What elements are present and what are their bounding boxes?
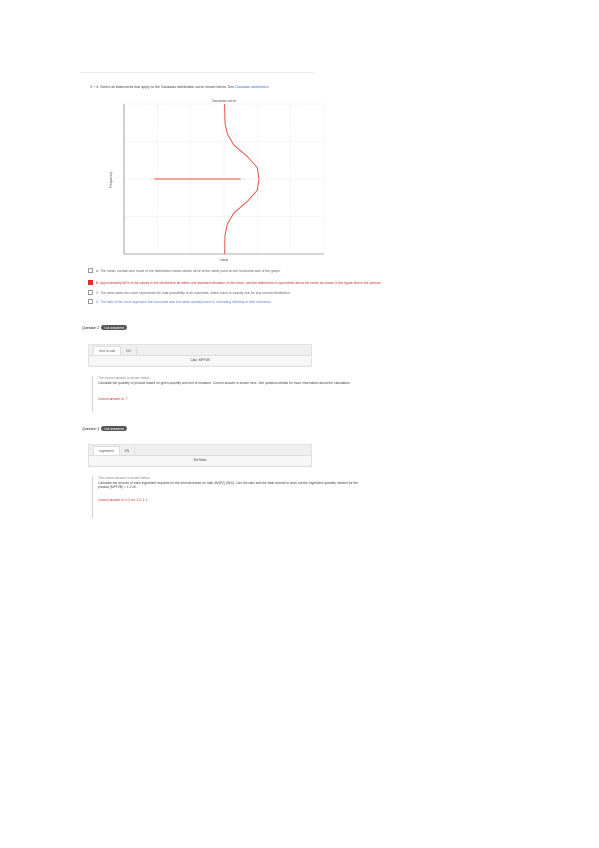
- question-2-label: [82, 325, 127, 330]
- question-2-feedback-body: Calculate the quantity of product based on given quantity and unit of measure. Correct answer is shown here. See question details for more information about the calculation.: [98, 380, 351, 385]
- question-1-prompt: 3 + 4. Select all statements that apply to the Gaussian distribution curve shown below. See: [90, 85, 235, 89]
- question-3-tab-panel: [88, 444, 312, 467]
- question-2-tab-panel: [88, 344, 312, 367]
- answer-option-c[interactable]: [88, 290, 291, 295]
- arrow-annotation-1: →: [241, 177, 246, 182]
- question-1-text: [90, 85, 310, 89]
- question-2-title: Question 2: [82, 325, 100, 330]
- answer-b-checkbox[interactable]: [88, 280, 93, 285]
- answer-d-checkbox[interactable]: [88, 299, 93, 304]
- arrow-annotation-0: ←: [149, 177, 153, 182]
- answer-option-a[interactable]: [88, 268, 281, 273]
- answer-d-text: D. The tails of the curve approach the horizontal axis but never actually touch it, extending infinitely in both directions.: [96, 299, 272, 304]
- y-axis-label: Frequency: [109, 171, 113, 189]
- question-2-tab-content: Calc: MPF2B: [89, 355, 311, 365]
- question-3-correct-answer: Correct answer is: 0.2 ml, 1.2, 1.1: [98, 497, 148, 502]
- question-3-label: [82, 426, 127, 431]
- question-2-status-badge: Not answered: [101, 325, 127, 330]
- question-2-feedback-note: The correct answer is shown below:: [98, 376, 151, 380]
- answer-option-d[interactable]: [88, 299, 272, 304]
- answer-option-b[interactable]: [88, 280, 381, 285]
- question-2-tab-1[interactable]: Unit of calc: [93, 346, 121, 355]
- answer-c-text: C. The area under the curve represents the total probability of all outcomes, which sums to exactly one for any normal distribution.: [96, 290, 291, 295]
- question-3-feedback-body: Calculate the amount of each ingredient required for the formula based on ratio 3M(P2) (W/V). Use the ratio and the total volume to work out the ingredient quantity needed for the: [98, 480, 359, 485]
- answer-b-text: B. Approximately 68% of the values in the distribution lie within one standard deviation of the mean, and the distribution is symmetric about the mean as shown in the figure above the options.: [96, 280, 382, 285]
- question-3-tab-1[interactable]: Ingredient: [93, 446, 120, 455]
- x-axis-label: Value: [219, 258, 229, 262]
- question-2-tabbar: [89, 345, 311, 355]
- question-3-status-badge: Not answered: [101, 426, 127, 431]
- question-2-feedback: [92, 376, 518, 412]
- question-3-title: Question 3: [82, 426, 100, 431]
- answer-a-text: A. The mean, median and mode of the distribution shown above all lie at the same point on the horizontal axis of the graph.: [96, 268, 281, 273]
- chart-title: Gaussian curve: [211, 99, 237, 103]
- question-3-feedback-note: The correct answer is shown below:: [98, 476, 151, 480]
- question-2-correct-answer: Correct answer is: 7: [98, 397, 128, 401]
- question-3-tabbar: [89, 445, 311, 455]
- answer-c-checkbox[interactable]: [88, 290, 93, 295]
- question-3-feedback: [92, 476, 528, 518]
- question-3-tab-content: 3M Ratio: [89, 455, 311, 465]
- question-1-link[interactable]: Gaussian distribution: [235, 85, 269, 89]
- question-3-tab-2[interactable]: EN: [120, 447, 136, 455]
- question-2-tab-2[interactable]: EN: [121, 347, 137, 355]
- gaussian-chart: [108, 98, 324, 262]
- question-3-feedback-body-2: product (MPF2B) = 1.2 ml.: [98, 485, 137, 489]
- answer-a-checkbox[interactable]: [88, 268, 93, 273]
